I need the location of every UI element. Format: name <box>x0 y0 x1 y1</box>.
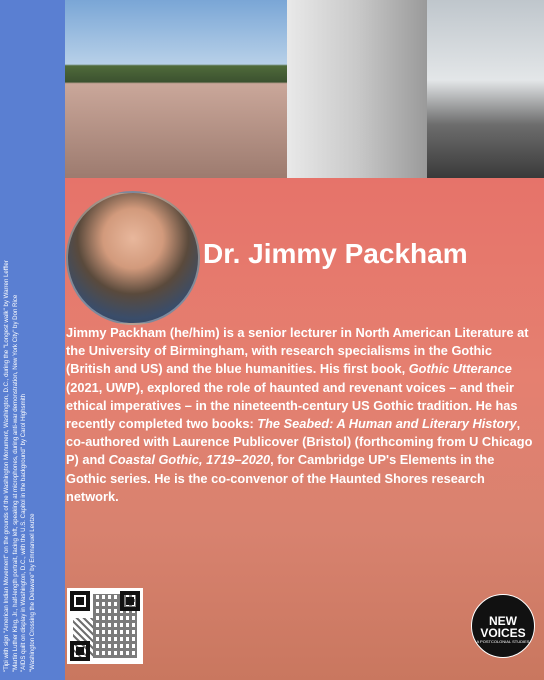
speaker-name: Dr. Jimmy Packham <box>203 238 468 269</box>
credit-tipi: "Tipi with sign "American Indian Movement" on the grounds of the Washington Monument, Washington, D.C., during the "Longest walk" by Warren Leffler <box>3 260 10 672</box>
tipi-monument-photo <box>427 0 544 178</box>
logo-tagline: A POSTCOLONIAL STUDIES <box>476 639 530 644</box>
book-title-coastal-gothic: Coastal Gothic, 1719–2020 <box>108 452 271 468</box>
aids-quilt-photo <box>65 0 287 178</box>
new-voices-logo <box>471 594 535 658</box>
bio-text-1: Jimmy Packham (he/him) is a senior lecturer in North American Literature at the University of Birmingham, with research specialisms in the Gothic (British and US) and the blue humanities. His first book, <box>66 325 529 377</box>
logo-word-voices: VOICES <box>480 626 526 640</box>
bio-text-3: , co-authored with Laurence Publicover (Bristol) (forthcoming from U Chicago P) and <box>66 416 533 468</box>
qr-code[interactable] <box>67 588 143 664</box>
photo-credits-strip <box>0 0 65 680</box>
credit-delaware: "Washington Crossing the Delaware" by Emmanuel Leutze <box>29 513 37 672</box>
bio-text-4: , for Cambridge UP's Elements in the Gothic series. He is the co-convenor of the Haunted Shores research network. <box>66 452 495 504</box>
bio-text-2: (2021, UWP), explored the role of haunted and revenant voices – and their ethical imperatives – in the nineteenth-century US Gothic tradition. He has recently completed two books: <box>66 379 518 432</box>
speaker-portrait <box>66 191 200 325</box>
photo-credits <box>0 0 65 680</box>
book-title-gothic-utterance: Gothic Utterance <box>408 361 512 377</box>
qr-finder-top-left <box>70 591 90 611</box>
mlk-speech-photo <box>287 0 427 178</box>
qr-data-modules-2 <box>73 618 93 658</box>
logo-word-new: NEW <box>489 614 517 628</box>
speaker-bio <box>66 324 538 506</box>
credit-mlk: "Martin Luther King, Jr., half-length portrait, facing left, speaking at microphones, during anti-war demonstration, New York City" by Don Rice <box>11 294 19 672</box>
credit-aids-quilt: "AIDS quilt on display in Washington, D.C., with the U.S. Capitol in the background" by Carol Highsmith <box>20 393 28 672</box>
qr-data-modules <box>93 594 137 658</box>
book-title-the-seabed: The Seabed: A Human and Literary History <box>257 416 517 432</box>
